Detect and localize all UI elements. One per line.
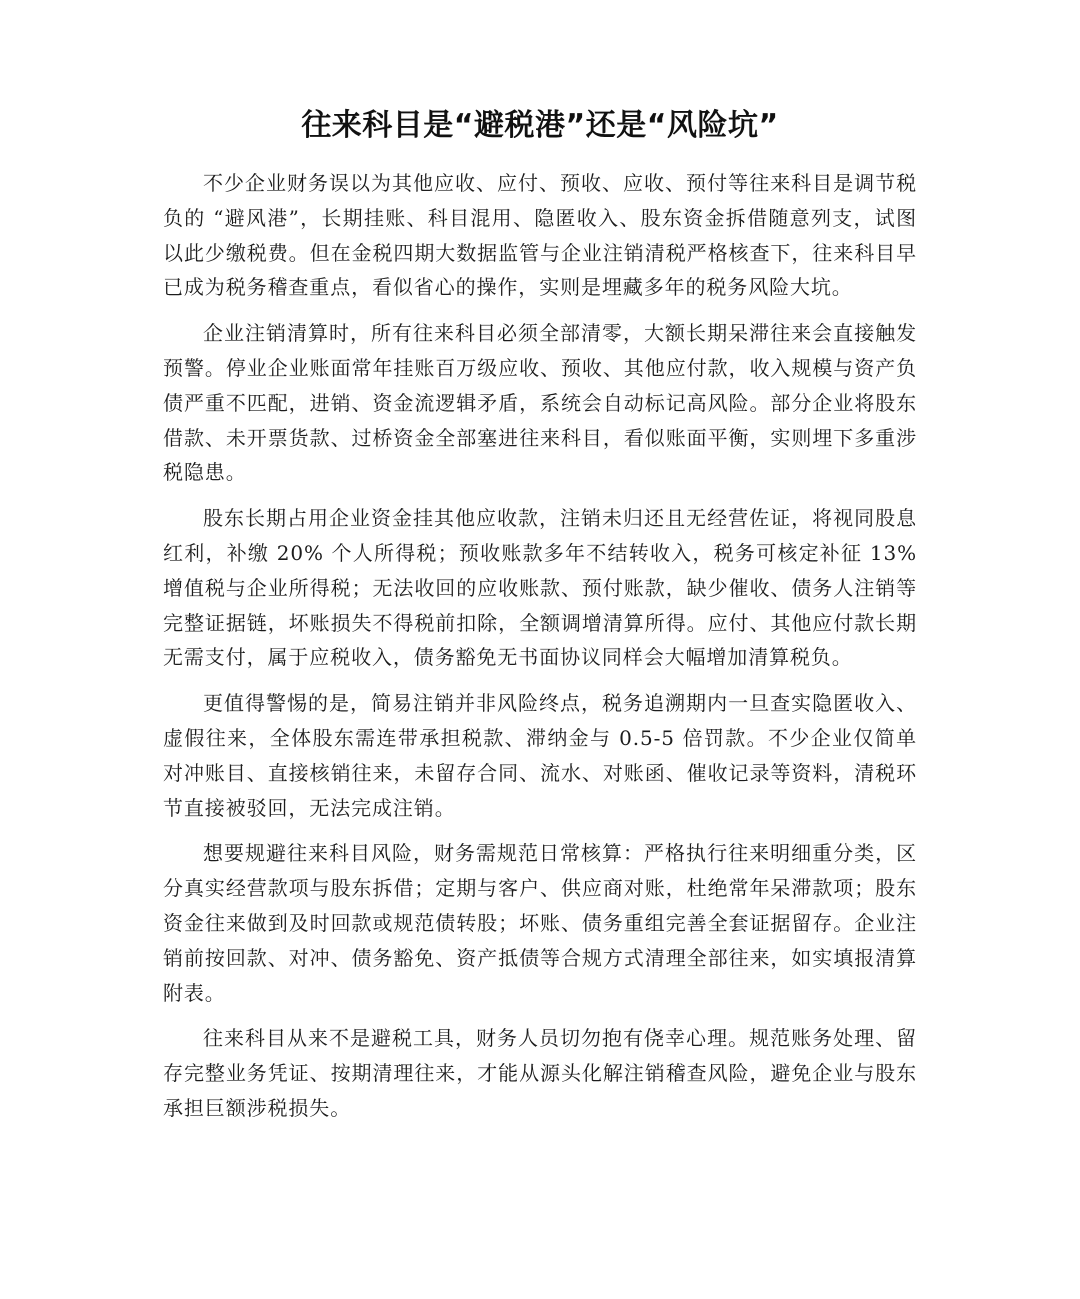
paragraph-4: 更值得警惕的是，简易注销并非风险终点，税务追溯期内一旦查实隐匿收入、虚假往来，全体股东需连带承担税款、滞纳金与 0.5-5 倍罚款。不少企业仅简单对冲账目、直接核销往来，未留存合同、流水、对账函、催收记录等资料，清税环节直接被驳回，无法完成注销。: [163, 691, 917, 820]
paragraph-3: 股东长期占用企业资金挂其他应收款，注销未归还且无经营佐证，将视同股息红利，补缴 20% 个人所得税；预收账款多年不结转收入，税务可核定补征 13% 增值税与企业所得税；无法收回的应收账款、预付账款，缺少催收、债务人注销等完整证据链，坏账损失不得税前扣除，全额调增清算所得。应付、其他应付款长期无需支付，属于应税收入，债务豁免无书面协议同样会大幅增加清算税负。: [163, 506, 917, 670]
document-title: 往来科目是“避税港”还是“风险坑”: [301, 108, 779, 143]
paragraph-2: 企业注销清算时，所有往来科目必须全部清零，大额长期呆滞往来会直接触发预警。停业企业账面常年挂账百万级应收、预收、其他应付款，收入规模与资产负债严重不匹配，进销、资金流逻辑矛盾，系统会自动标记高风险。部分企业将股东借款、未开票货款、过桥资金全部塞进往来科目，看似账面平衡，实则埋下多重涉税隐患。: [163, 321, 917, 485]
paragraph-5: 想要规避往来科目风险，财务需规范日常核算：严格执行往来明细重分类，区分真实经营款项与股东拆借；定期与客户、供应商对账，杜绝常年呆滞款项；股东资金往来做到及时回款或规范债转股；坏账、债务重组完善全套证据留存。企业注销前按回款、对冲、债务豁免、资产抵债等合规方式清理全部往来，如实填报清算附表。: [163, 841, 917, 1005]
paragraph-6: 往来科目从来不是避税工具，财务人员切勿抱有侥幸心理。规范账务处理、留存完整业务凭证、按期清理往来，才能从源头化解注销稽查风险，避免企业与股东承担巨额涉税损失。: [163, 1026, 917, 1120]
paragraph-1: 不少企业财务误以为其他应收、应付、预收、应收、预付等往来科目是调节税负的 “避风港”，长期挂账、科目混用、隐匿收入、股东资金拆借随意列支，试图以此少缴税费。但在金税四期大数据监管与企业注销清税严格核查下，往来科目早已成为税务稽查重点，看似省心的操作，实则是埋藏多年的税务风险大坑。: [163, 171, 917, 300]
document-page: [163, 100, 917, 1137]
